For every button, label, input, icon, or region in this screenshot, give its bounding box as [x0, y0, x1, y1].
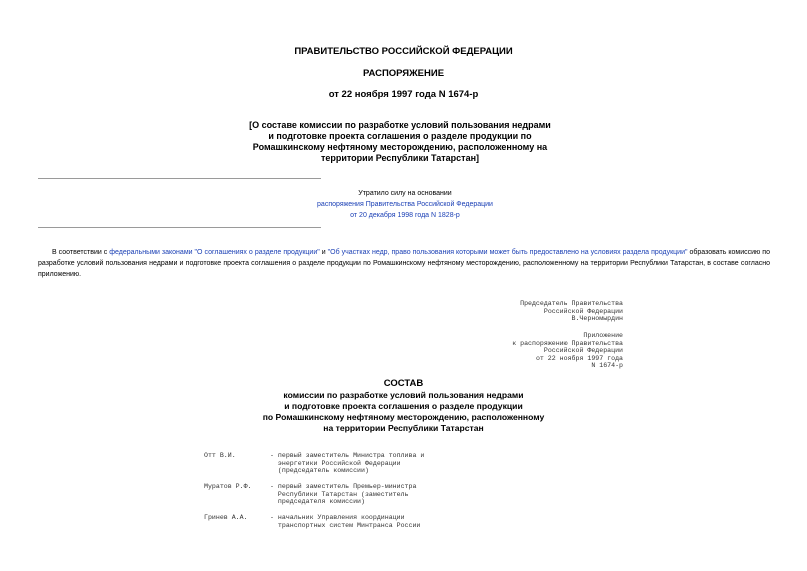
member-position: - первый заместитель Премьер-министра Республики Татарстан (заместитель председателя комиссии)	[270, 483, 417, 506]
law-link-psa[interactable]: федеральными законами "О соглашениях о разделе продукции"	[109, 249, 320, 256]
subject-line: и подготовке проекта соглашения о разделе продукции по	[268, 131, 532, 141]
appendix-line: от 22 ноября 1997 года	[535, 354, 623, 362]
appendix-block	[440, 332, 623, 370]
status-note-text: Утратило силу на основании	[358, 190, 452, 197]
law-link-subsoil[interactable]: "Об участках недр, право пользования которыми может быть предоставлено на условиях раздела продукции"	[327, 249, 688, 256]
sostav-subtitle	[200, 390, 607, 434]
body-text-suffix: образовать комиссию по разработке условий пользования недрами и подготовке проекта соглашения о разделе продукции по Ромашкинскому нефтяному месторождению, расположенному на территории Республики Татарстан, в составе согласно приложению.	[38, 249, 770, 278]
sostav-line: по Ромашкинскому нефтяному месторождению, расположенному	[262, 412, 545, 422]
body-paragraph	[38, 247, 770, 280]
document-subject	[200, 120, 600, 164]
sostav-title: СОСТАВ	[383, 378, 424, 389]
sostav-line: комиссии по разработке условий пользования недрами	[283, 390, 524, 400]
appendix-line: Приложение	[583, 332, 623, 339]
repeal-link-date[interactable]: от 20 декабря 1998 года N 1828-р	[350, 212, 460, 219]
sostav-line: на территории Республики Татарстан	[323, 423, 484, 433]
body-text-prefix: В соответствии с	[52, 249, 110, 256]
divider-top	[38, 178, 321, 179]
repeal-link[interactable]: распоряжения Правительства Российской Федерации	[317, 201, 493, 208]
signature-name: В.Черномырдин	[571, 315, 623, 323]
signature-block	[440, 300, 623, 323]
appendix-line: N 1674-р	[591, 362, 623, 370]
member-name: Гринев А.А.	[204, 514, 248, 521]
subject-line: Ромашкинскому нефтяному месторождению, расположенному на	[252, 142, 548, 152]
member-name: Муратов Р.Ф.	[204, 483, 252, 490]
divider-bottom	[38, 227, 321, 228]
document-type: РАСПОРЯЖЕНИЕ	[362, 68, 445, 79]
member-name: Отт В.И.	[204, 452, 236, 459]
member-position: - первый заместитель Министра топлива и энергетики Российской Федерации (председатель комиссии)	[270, 452, 425, 475]
subject-line: территории Республики Татарстан]	[320, 153, 480, 163]
sostav-line: и подготовке проекта соглашения о разделе продукции	[284, 401, 523, 411]
government-heading: ПРАВИТЕЛЬСТВО РОССИЙСКОЙ ФЕДЕРАЦИИ	[294, 46, 513, 57]
appendix-line: Российской Федерации	[543, 347, 623, 355]
body-text-mid: и	[319, 249, 328, 256]
document-date-number: от 22 ноября 1997 года N 1674-р	[328, 89, 479, 100]
subject-line: [О составе комиссии по разработке условий пользования недрами	[249, 120, 551, 130]
signature-line: Российской Федерации	[543, 307, 623, 315]
signature-line: Председатель Правительства	[520, 300, 623, 307]
appendix-line: к распоряжению Правительства	[512, 339, 623, 347]
member-position: - начальник Управления координации транспортных систем Минтранса России	[270, 514, 421, 529]
status-note	[300, 188, 510, 221]
